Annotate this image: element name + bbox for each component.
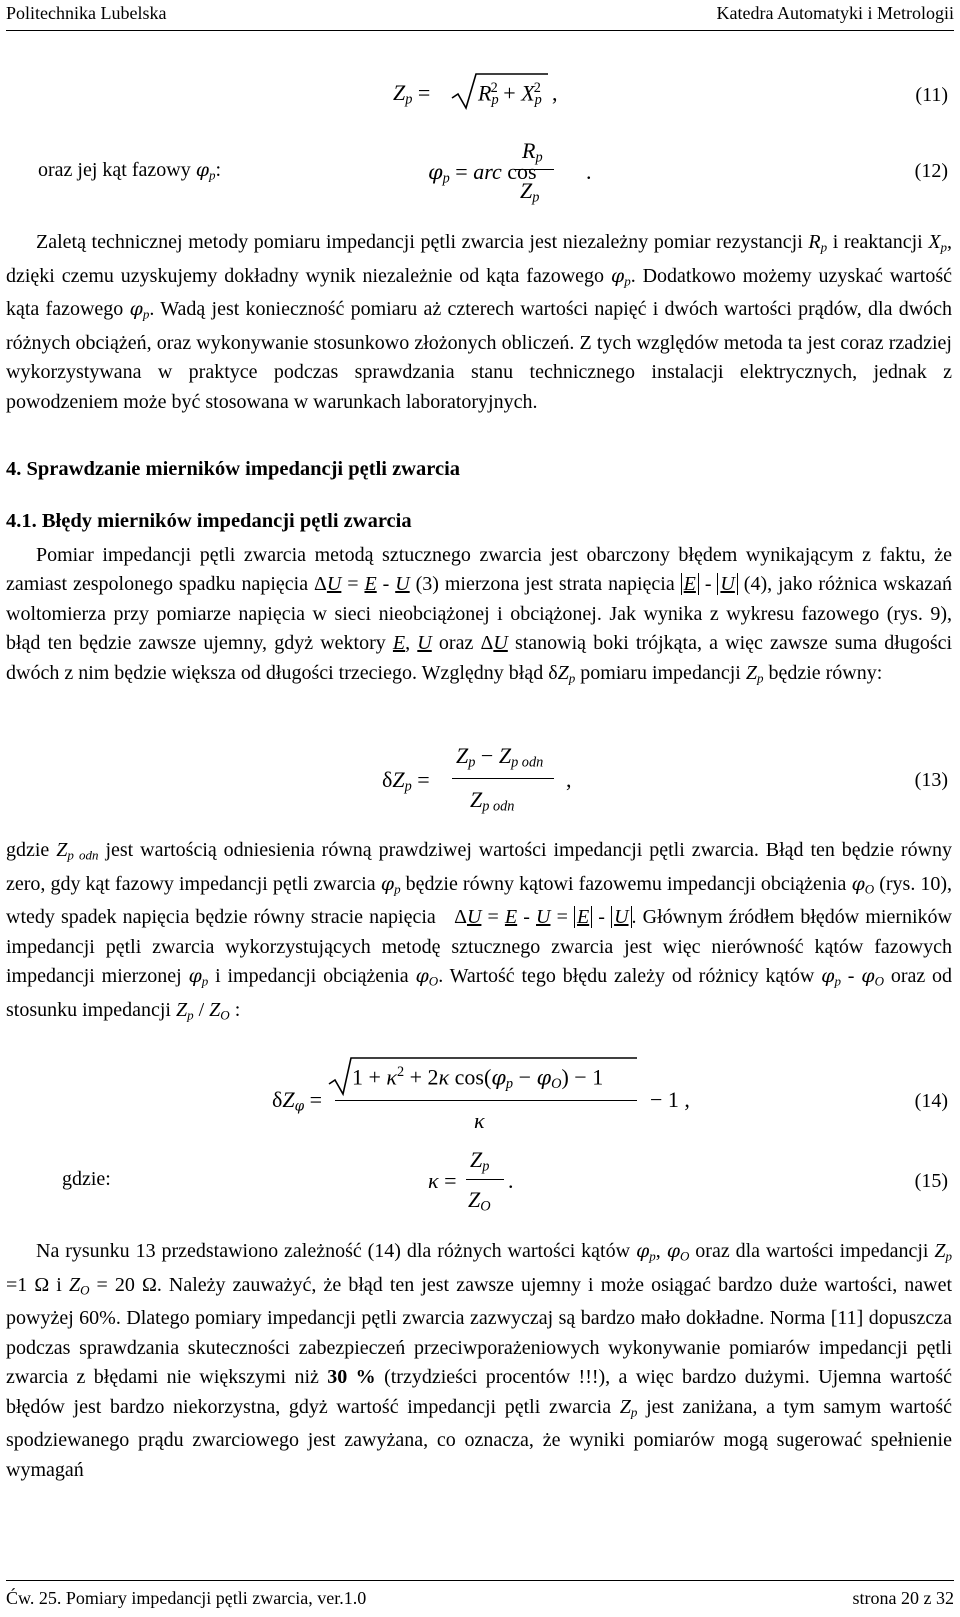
page-footer (6, 1580, 954, 1613)
p3-text-d: (rys. 10), wtedy spadek napięcia będzie równy stracie napięcia (6, 872, 953, 929)
header-institution: Politechnika Lubelska (6, 3, 167, 23)
p3-text-b: jest wartością odniesienia równą prawdziwej wartości impedancji pętli zwarcia. Błąd ten będzie równy zero, gdy kąt fazowy impedancji pętli zwarcia (6, 839, 953, 895)
eq14-denominator: κ (474, 1108, 485, 1133)
p1-text-a: Zaletą technicznej metody pomiaru impedancji pętli zwarcia jest niezależny pomiar rezystancji (36, 231, 803, 253)
p3-text-h: oraz od stosunku impedancji (6, 965, 953, 1021)
eq12-fraction-bar (514, 169, 554, 170)
eq12-number: (12) (914, 160, 948, 182)
eq15-period: . (508, 1168, 514, 1193)
p4-text-a: Na rysunku 13 przedstawiono zależność (14) dla różnych wartości kątów (36, 1240, 631, 1262)
section-heading-4-1: 4.1. Błędy mierników impedancji pętli zwarcia (6, 510, 412, 532)
p4-text-c: =1 Ω i (6, 1273, 62, 1296)
p4-text-d: = 20 Ω. Należy zauważyć, że błąd ten jest zawsze ujemny i może osiągać bardzo duże wartości, nawet powyżej 60%. Dlatego pomiary impedancji pętli zwarcia zazwyczaj są bardzo mało dokładne. Norma [11] dopuszcza podczas sprawdzania skuteczności zabezpieczeń przeciwporażeniowych wykonywanie pomiarów impedancji pętli zwarcia z błędami nie większymi niż (6, 1273, 953, 1389)
eq15-lhs: κ = (428, 1168, 457, 1193)
p2-text-c: (4), jako różnica wskazań woltomierza przy pomiarze napięcia w sieci nieobciążonej i obciążonej. Jak wynika z wykresu fazowego (rys. 9), błąd ten będzie zawsze ujemny, gdyż wektory (6, 573, 953, 655)
eq11-number: (11) (915, 84, 948, 106)
header-department: Katedra Automatyki i Metrologii (716, 3, 954, 23)
eq12-denominator: $Z_p$ (520, 178, 540, 206)
eq15-fraction-bar (466, 1179, 504, 1180)
eq13-fraction-bar (452, 778, 554, 779)
p1-text-b: i reaktancji (832, 231, 923, 253)
eq14-fraction-bar (335, 1100, 637, 1101)
eq13-numerator: $Z_p - Z_{p odn}$ (456, 743, 544, 771)
footer-page-number: strona 20 z 32 (852, 1588, 954, 1608)
p3-text-a: gdzie (6, 839, 50, 861)
paragraph-3: gdzie $Z_{p odn}$ jest wartością odniesienia równą prawdziwej wartości impedancji pętli zwarcia. Błąd ten będzie równy zero, gdy kąt fazowy impedancji pętli zwarcia $\varphi_p$ będzie równy kątowi fazowemu impedancji obciążenia $\varphi_O$ (rys. 10), wtedy spadek napięcia będzie równy stracie napięcia ΔU = E - U = E - U . Głównym źródłem błędów mierników impedancji pętli zwarcia wykorzystujących metodę sztucznego zwarcia jest więc nierówność kątów fazowych impedancji mierzonej $\varphi_p$ i impedancji obciążenia $\varphi_O$. Wartość tego błędu zależy od różnicy kątów $\varphi_p - \varphi_O$ oraz od stosunku impedancji $Z_p / Z_O$ : (6, 839, 953, 1023)
eq12-period: . (586, 159, 592, 184)
p2-text-g: będzie równy: (768, 661, 883, 684)
p4-text-b: oraz dla wartości impedancji (695, 1240, 929, 1262)
eq12-lead: oraz jej kąt fazowy $\varphi_p$: (38, 159, 222, 183)
p2-text-e: stanowią boki trójkąta, a więc zawsze suma długości dwóch z nim będzie większa od długości trzeciego. Względny błąd (6, 632, 953, 684)
p3-text-f: i impedancji obciążenia (215, 965, 409, 988)
p3-text-e: . Głównym źródłem błędów mierników impedancji pętli zwarcia wykorzystujących metodę sztucznego zwarcia jest więc nierówność kątów fazowych impedancji mierzonej (6, 906, 952, 988)
eq12-lhs: $\varphi_p$ = arc cos (428, 159, 537, 187)
eq15-number: (15) (914, 1170, 948, 1192)
p3-text-g: . Wartość tego błędu zależy od różnicy kątów (438, 965, 815, 988)
eq14-numerator: $1 + \kappa^2 + 2\kappa$ $\cos(\varphi_p - \varphi_O) - 1$ (352, 1064, 604, 1093)
eq13-comma: , (566, 767, 572, 792)
p4-text-f: jest zaniżana, a tym samym wartość spodziewanego prądu zwarciowego jest zawyżana, co oznacza, że wyniki pomiarów mogą sugerować spełnienie wymagań (6, 1395, 952, 1481)
eq15-numerator: $Z_p$ (470, 1147, 490, 1175)
eq15-lead: gdzie: (62, 1168, 111, 1190)
p4-bold-limit: 30 % (327, 1366, 376, 1389)
eq13-denominator: $Z_{p odn}$ (470, 787, 515, 815)
p2-text-b: (3) mierzona jest strata napięcia (415, 573, 675, 596)
p2-text-d: oraz (438, 632, 474, 655)
p3-text-c: będzie równy kątowi fazowemu impedancji obciążenia (405, 872, 847, 895)
p1-text-e: . Wadą jest konieczność pomiaru aż czterech wartości napięć i dwóch wartości prądów, dla dwóch różnych obciążeń, oraz wykonywanie stosunkowo złożonych obliczeń. Z tych względów metoda ta jest coraz rzadziej wykorzystywana w praktyce podczas sprawdzania stanu technicznego instalacji elektrycznych, jednak z powodzeniem może być stosowana w warunkach laboratoryjnych. (6, 298, 953, 413)
paragraph-2: Pomiar impedancji pętli zwarcia metodą sztucznego zwarcia jest obarczony błędem wynikającym z faktu, że zamiast zespolonego spadku napięcia ΔU = E - U (3) mierzona jest strata napięcia E - U (4), jako różnica wskazań woltomierza przy pomiarze napięcia w sieci nieobciążonej i obciążonej. Jak wynika z wykresu fazowego (rys. 9), błąd ten będzie zawsze ujemny, gdyż wektory E, U oraz ΔU stanowią boki trójkąta, a więc zawsze suma długości dwóch z nim będzie większa od długości trzeciego. Względny błąd $\delta Z_p$ pomiaru impedancji $Z_p$ będzie równy: (6, 544, 953, 685)
eq13-number: (13) (914, 769, 948, 791)
p2-text-f: pomiaru impedancji (580, 661, 741, 684)
eq11-body: $Z_p$ = (393, 80, 431, 108)
section-heading-4: 4. Sprawdzanie mierników impedancji pętli zwarcia (6, 458, 461, 480)
eq11-radicand: $R_p^2 + X_p^2$ , (478, 80, 558, 109)
eq14-tail: − 1 , (650, 1087, 690, 1112)
eq12-numerator: $R_p$ (522, 138, 543, 166)
eq12-lead-text: oraz jej kąt fazowy (38, 159, 191, 181)
p1-text-d: . Dodatkowo możemy uzyskać wartość kąta fazowego (6, 264, 952, 321)
p4-text-e: (trzydzieści procentów !!!), a więc bardzo dużymi. Ujemna wartość błędów jest bardzo niekorzystna, gdyż wartość impedancji pętli zwarcia (6, 1366, 953, 1418)
paragraph-4: Na rysunku 13 przedstawiono zależność (14) dla różnych wartości kątów $\varphi_p$, $\varphi_O$ oraz dla wartości impedancji $Z_p =1$ Ω i $Z_O = 20$ Ω. Należy zauważyć, że błąd ten jest zawsze ujemny i może osiągać bardzo duże wartości, nawet powyżej 60%. Dlatego pomiary impedancji pętli zwarcia zazwyczaj są bardzo mało dokładne. Norma [11] dopuszcza podczas sprawdzania skuteczności zabezpieczeń przeciwporażeniowych wykonywanie pomiarów impedancji pętli zwarcia z błędami nie większymi niż 30 % (trzydzieści procentów !!!), a więc bardzo dużymi. Ujemna wartość błędów jest bardzo niekorzystna, gdyż wartość impedancji pętli zwarcia $Z_p$ jest zaniżana, a tym samym wartość spodziewanego prądu zwarciowego jest zawyżana, co oznacza, że wyniki pomiarów mogą sugerować spełnienie wymagań (6, 1240, 953, 1481)
eq14-lhs: $\delta Z_\varphi$ = (272, 1087, 323, 1115)
eq14-number: (14) (914, 1090, 948, 1112)
p2-text-a: Pomiar impedancji pętli zwarcia metodą sztucznego zwarcia jest obarczony błędem wynikającym z faktu, że zamiast zespolonego spadku napięcia (6, 544, 952, 596)
p1-text-c: , dzięki czemu uzyskujemy dokładny wynik niezależnie od kąta fazowego (6, 231, 953, 287)
page-header (6, 0, 954, 31)
footer-title: Ćw. 25. Pomiary impedancji pętli zwarcia, ver.1.0 (6, 1588, 367, 1608)
eq15-denominator: $Z_O$ (468, 1187, 491, 1215)
paragraph-1: Zaletą technicznej metody pomiaru impedancji pętli zwarcia jest niezależny pomiar rezystancji $R_p$ i reaktancji $X_p$, dzięki czemu uzyskujemy dokładny wynik niezależnie od kąta fazowego $\varphi_p$. Dodatkowo możemy uzyskać wartość kąta fazowego $\varphi_p$. Wadą jest konieczność pomiaru aż czterech wartości napięć i dwóch wartości prądów, dla dwóch różnych obciążeń, oraz wykonywanie stosunkowo złożonych obliczeń. Z tych względów metoda ta jest coraz rzadziej wykorzystywana w praktyce podczas sprawdzania stanu technicznego instalacji elektrycznych, jednak z powodzeniem może być stosowana w warunkach laboratoryjnych. (6, 231, 953, 413)
eq13-lhs: $\delta Z_p$ = (382, 767, 430, 795)
